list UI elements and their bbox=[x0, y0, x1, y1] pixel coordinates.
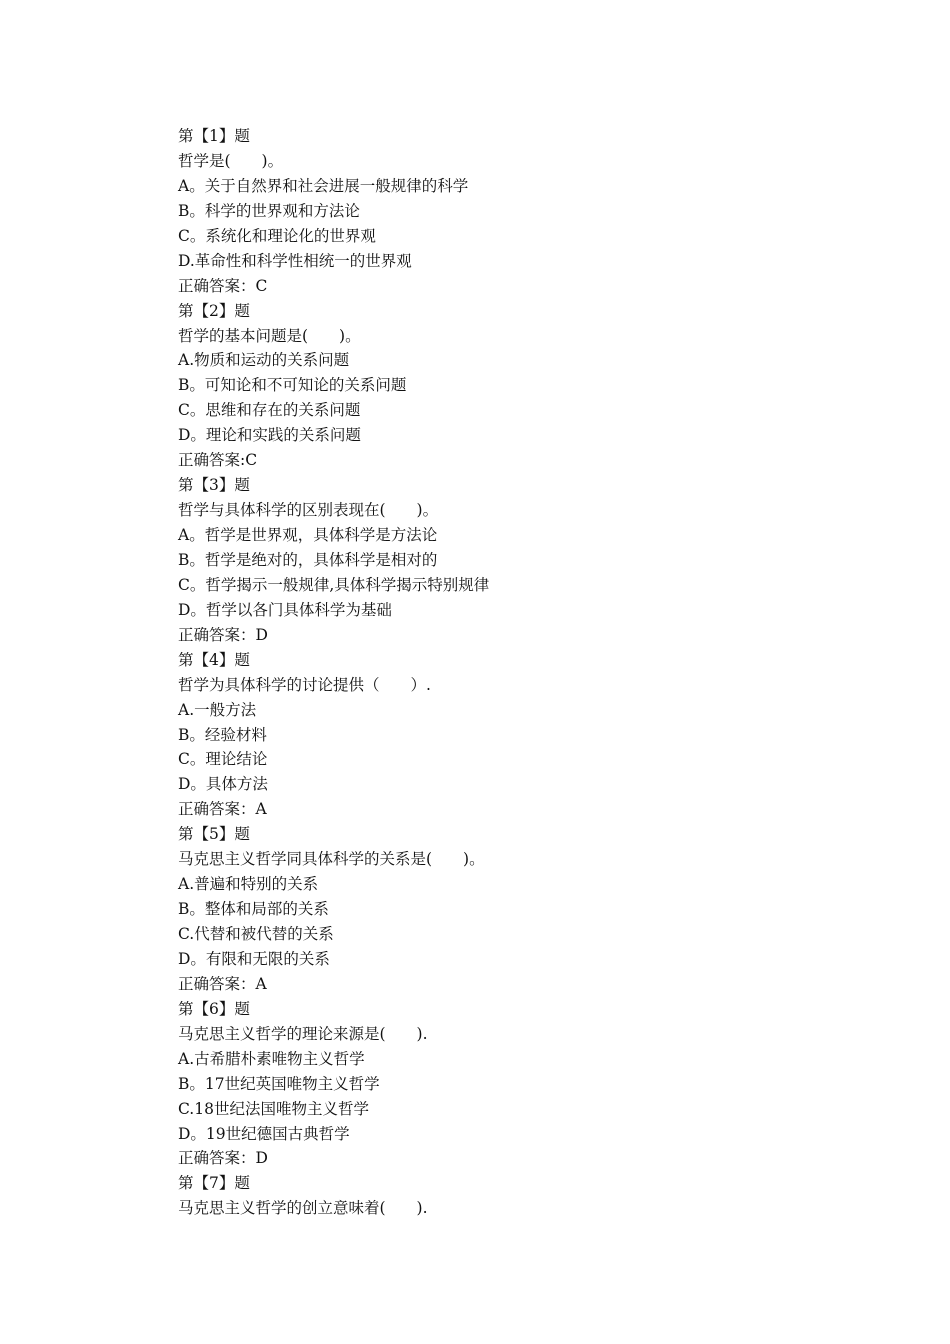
answer-option: C。理论结论 bbox=[178, 750, 268, 769]
correct-answer: 正确答案:C bbox=[178, 451, 258, 470]
document-body bbox=[178, 124, 858, 1221]
answer-option: D。有限和无限的关系 bbox=[178, 949, 330, 968]
answer-option: B。17世纪英国唯物主义哲学 bbox=[178, 1074, 380, 1093]
question-number: 第【4】题 bbox=[178, 650, 250, 669]
answer-option: D。理论和实践的关系问题 bbox=[178, 426, 361, 445]
answer-option: A.普遍和特别的关系 bbox=[178, 875, 319, 894]
answer-option: D.革命性和科学性相统一的世界观 bbox=[178, 251, 412, 270]
answer-option: A。哲学是世界观，具体科学是方法论 bbox=[178, 526, 438, 544]
question-number: 第【2】题 bbox=[178, 301, 250, 320]
correct-answer: 正确答案：D bbox=[178, 625, 268, 644]
answer-option: C。思维和存在的关系问题 bbox=[178, 401, 361, 420]
question-number: 第【3】题 bbox=[178, 476, 250, 495]
answer-option: A.古希腊朴素唯物主义哲学 bbox=[178, 1049, 365, 1068]
correct-answer: 正确答案：D bbox=[178, 1149, 268, 1168]
question-text: 马克思主义哲学的创立意味着( ). bbox=[178, 1199, 428, 1218]
question-number: 第【7】题 bbox=[178, 1174, 250, 1193]
answer-option: C.18世纪法国唯物主义哲学 bbox=[178, 1099, 369, 1118]
answer-option: D。19世纪德国古典哲学 bbox=[178, 1124, 350, 1143]
answer-option: D。哲学以各门具体科学为基础 bbox=[178, 600, 392, 619]
answer-option: A.物质和运动的关系问题 bbox=[178, 351, 350, 370]
question-text: 哲学与具体科学的区别表现在( )。 bbox=[178, 501, 439, 520]
question-number: 第【1】题 bbox=[178, 127, 250, 145]
question-text: 马克思主义哲学的理论来源是( ). bbox=[178, 1024, 428, 1043]
answer-option: B。可知论和不可知论的关系问题 bbox=[178, 376, 407, 395]
correct-answer: 正确答案：A bbox=[178, 974, 267, 993]
correct-answer: 正确答案：A bbox=[178, 800, 267, 819]
correct-answer: 正确答案：C bbox=[178, 276, 268, 295]
answer-option: A.一般方法 bbox=[178, 700, 257, 719]
question-text: 马克思主义哲学同具体科学的关系是( )。 bbox=[178, 850, 485, 869]
answer-option: D。具体方法 bbox=[178, 775, 268, 794]
answer-option: A。关于自然界和社会进展一般规律的科学 bbox=[178, 176, 469, 195]
answer-option: C。哲学揭示一般规律,具体科学揭示特别规律 bbox=[178, 575, 490, 594]
answer-option: C。系统化和理论化的世界观 bbox=[178, 226, 376, 245]
question-number: 第【6】题 bbox=[178, 999, 250, 1018]
question-text: 哲学为具体科学的讨论提供（ ）. bbox=[178, 675, 431, 694]
question-text: 哲学的基本问题是( )。 bbox=[178, 326, 361, 345]
answer-option: B。整体和局部的关系 bbox=[178, 900, 329, 919]
question-text: 哲学是( )。 bbox=[178, 151, 284, 170]
answer-option: C.代替和被代替的关系 bbox=[178, 925, 334, 943]
answer-option: B。科学的世界观和方法论 bbox=[178, 201, 360, 220]
answer-option: B。经验材料 bbox=[178, 725, 267, 744]
question-number: 第【5】题 bbox=[178, 825, 250, 844]
answer-option: B。哲学是绝对的，具体科学是相对的 bbox=[178, 550, 438, 569]
